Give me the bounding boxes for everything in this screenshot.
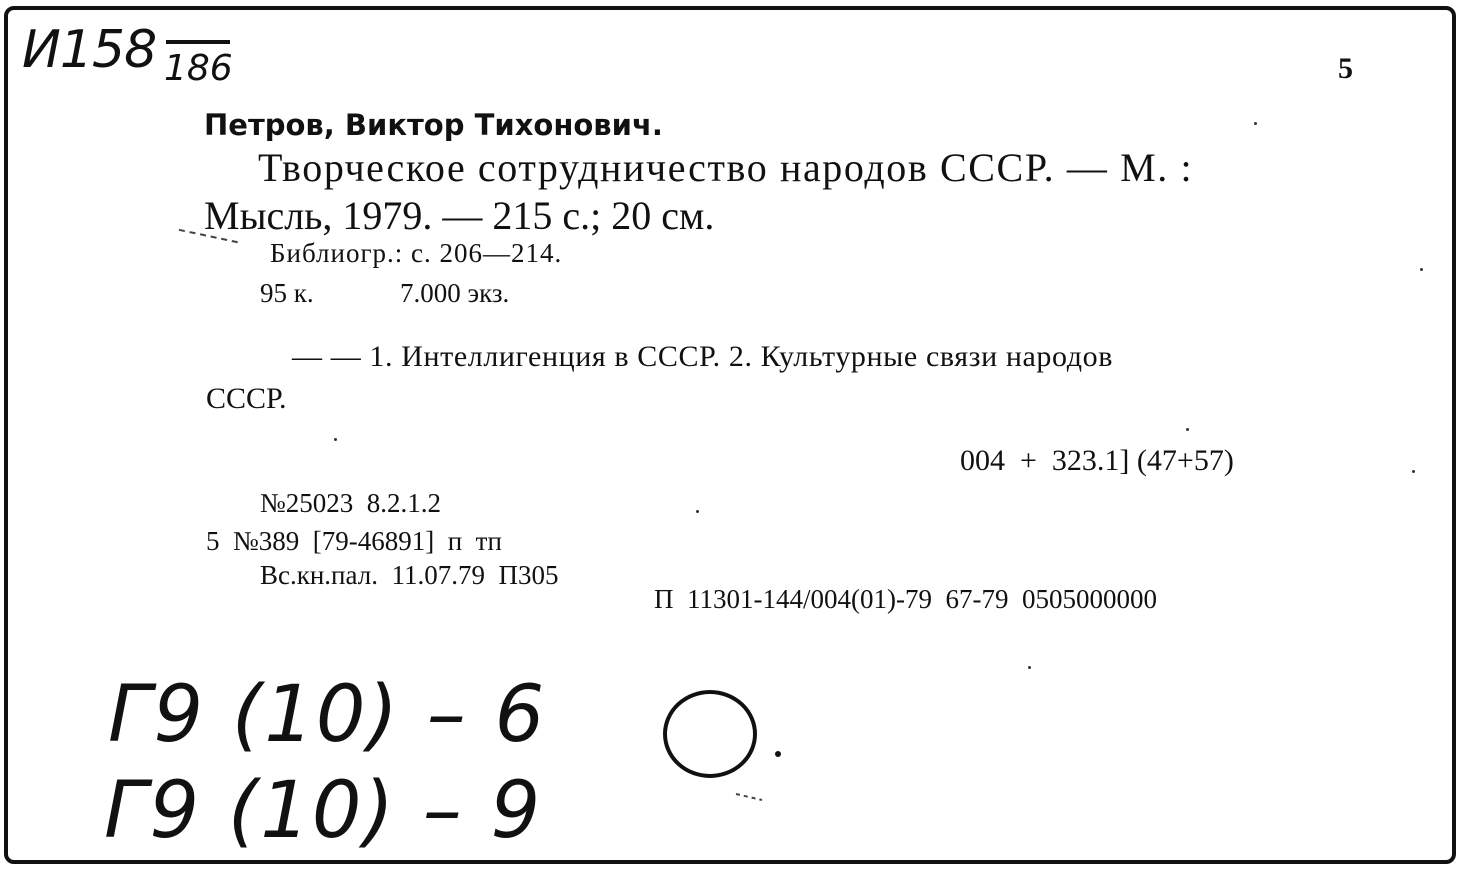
scan-speck <box>1420 268 1423 271</box>
bibliography-note: Библиогр.: с. 206—214. <box>270 238 563 268</box>
handwritten-code-2: Г9 (10) – 9 <box>104 766 543 856</box>
copies: 7.000 экз. <box>400 278 510 308</box>
scan-speck <box>1186 428 1189 431</box>
page-number: 5 <box>1338 52 1353 85</box>
handwritten-code-1: Г9 (10) – 6 <box>108 670 547 760</box>
subjects-line-1: — — 1. Интеллигенция в СССР. 2. Культурные связи народов <box>292 340 1113 373</box>
subjects-line-2: СССР. <box>206 382 287 415</box>
order-number: №25023 8.2.1.2 <box>260 488 442 518</box>
handwritten-circle <box>658 682 798 812</box>
book-chamber-date: Вс.кн.пал. 11.07.79 П305 <box>260 560 559 590</box>
title-line-2: Мысль, 1979. — 215 с.; 20 см. <box>204 193 715 238</box>
title-line-1: Творческое сотрудничество народов СССР. — М. : <box>258 145 1194 190</box>
classification: 004 + 323.1] (47+57) <box>960 444 1234 477</box>
card-number: 5 №389 [79-46891] п тп <box>206 526 502 556</box>
scan-speck <box>334 438 337 441</box>
index-line: П 11301-144/004(01)-79 67-79 0505000000 <box>654 584 1157 614</box>
catalog-card <box>4 6 1456 864</box>
handwritten-shelf-sub: 186 <box>164 48 233 89</box>
scan-speck <box>1254 122 1257 125</box>
shelf-mark-overline <box>166 40 230 44</box>
author-heading: Петров, Виктор Тихонович. <box>204 108 663 142</box>
handwritten-shelf-mark: И158 <box>22 20 157 80</box>
scan-speck <box>1028 666 1031 669</box>
scan-speck <box>1412 470 1415 473</box>
price: 95 к. <box>260 278 314 308</box>
scan-speck <box>696 510 699 513</box>
